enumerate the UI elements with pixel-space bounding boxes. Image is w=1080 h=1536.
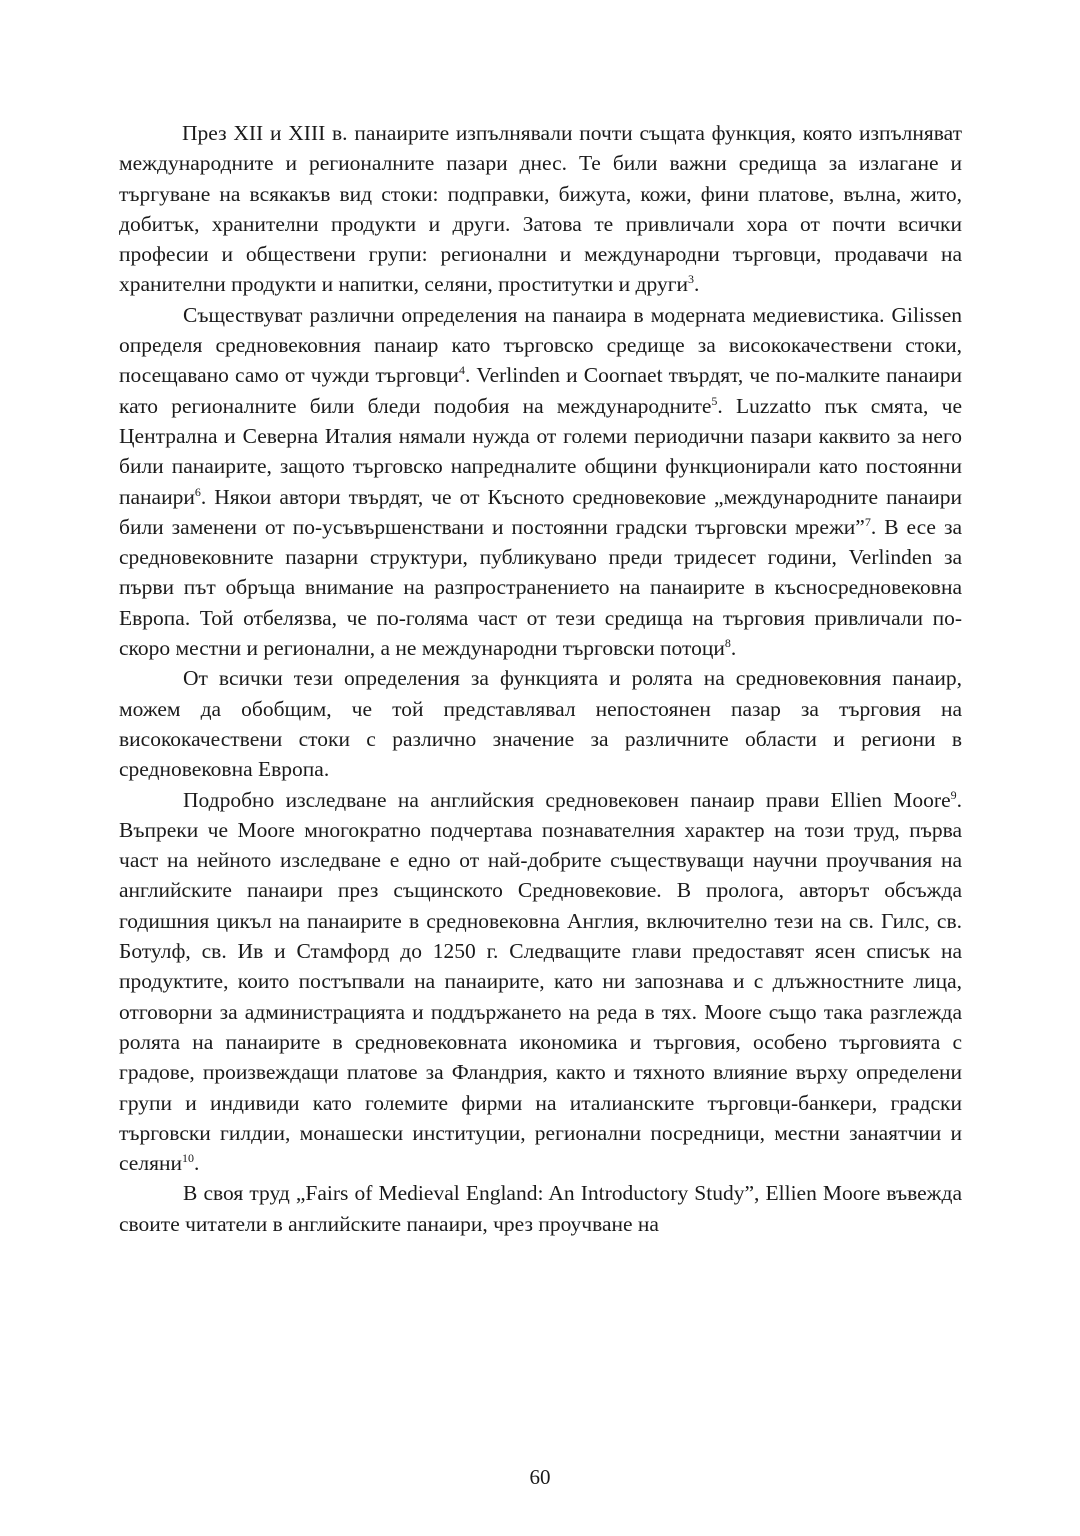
footnote-ref: 4: [458, 363, 465, 378]
paragraph: [119, 300, 962, 664]
text-run: . Въпреки че Moore многократно подчертава познавателния характер на този труд, първа част на нейното изследване е едно от най-добрите съществуващи научни проучвания на английските панаири през същинското Средновековие. В пролога, авторът обсъжда годишния цикъл на панаирите в средновековна Англия, включително тези на св. Гилс, св. Ботулф, св. Ив и Стамфорд до 1250 г. Следващите глави предоставят ясен списък на продуктите, които постъпвали на панаирите, като ни запознава и с длъжностните лица, отговорни за администрацията и поддържането на реда в тях. Moore също така разглежда ролята на панаирите в средновековната икономика и търговия, особено търговията с градове, произвеждащи платове за Фландрия, както и тяхното влияние върху определени групи и индивиди като големите фирми на италианските търговци-банкери, градски търговски гилдии, монашески институции, регионални посредници, местни занаятчии и селяни: [119, 787, 962, 1176]
text-run: . В есе за средновековните пазарни структури, публикувано преди тридесет години, Verlinden за първи път обръща внимание на разпространението на панаирите в късносредновековна Европа. Той отбелязва, че по-голяма част от тези средища на търговия привличали по-скоро местни и регионални, а не международни търговски потоци: [119, 514, 962, 661]
footnote-ref: 3: [688, 272, 695, 287]
paragraph: [119, 1178, 962, 1239]
footnote-ref: 6: [194, 484, 201, 499]
body-text: [119, 118, 962, 1239]
text-run: . Luzzatto пък смята, че Централна и Северна Италия нямали нужда от големи периодични пазари каквито за него били панаирите, защото търговско напредналите общини функционирали като постоянни панаири: [119, 393, 962, 509]
text-run: В своя труд „Fairs of Medieval England: An Introductory Study”, Ellien Moore въвежда своите читатели в английските панаири, чрез проучване на: [119, 1181, 962, 1236]
text-run: .: [694, 272, 700, 297]
page-number: 60: [529, 1465, 551, 1489]
footnote-ref: 5: [711, 393, 718, 408]
paragraph: [119, 785, 962, 1179]
text-run: . Verlinden и Coornaet твърдят, че по-малките панаири като регионалните били бледи подобия на международните: [119, 363, 963, 418]
footnote-ref: 9: [950, 787, 957, 802]
text-run: Съществуват различни определения на панаира в модерната медиевистика. Gilissen определя средновековния панаир като търговско средище за висококачествени стоки, посещавано само от чужди търговци: [119, 302, 962, 388]
footnote-ref: 8: [724, 635, 731, 650]
text-run: Подробно изследване на английския средновековен панаир прави Ellien Moore: [183, 787, 951, 812]
text-run: . Някои автори твърдят, че от Късното средновековие „международните панаири били заменени от по-усъвършенствани и постоянни градски търговски мрежи”: [119, 484, 962, 539]
text-run: През XII и XIII в. панаирите изпълнявали почти същата функция, която изпълняват международните и регионалните пазари днес. Те били важни средища за излагане и търгуване на всякакъв вид стоки: подправки, бижута, кожи, фини платове, вълна, жито, добитък, хранителни продукти и други. Затова те привличали хора от почти всички професии и обществени групи: регионални и международни търговци, продавачи на хранителни продукти и напитки, селяни, проститутки и други: [119, 121, 962, 297]
paragraph: [119, 663, 962, 784]
paragraph: [119, 118, 962, 300]
text-run: .: [730, 636, 737, 661]
text-run: От всички тези определения за функцията и ролята на средновековния панаир, можем да обобщим, че той представлявал непостоянен пазар за търговия на висококачествени стоки с различно значение за различните области и региони в средновековна Европа.: [119, 666, 962, 782]
footnote-ref: 7: [864, 514, 871, 529]
footnote-ref: 10: [181, 1150, 194, 1165]
text-run: .: [193, 1151, 200, 1176]
